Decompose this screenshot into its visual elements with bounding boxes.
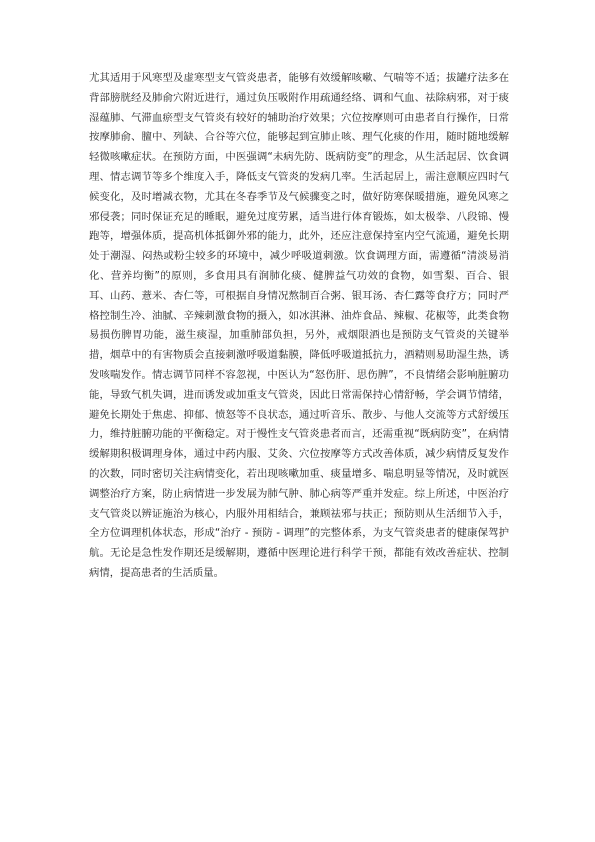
body-paragraph: 尤其适用于风寒型及虚寒型支气管炎患者，能够有效缓解咳嗽、气喘等不适；拔罐疗法多在背部膀胱经及肺俞穴附近进行，通过负压吸附作用疏通经络、调和气血、祛除病邪，对于痰湿蕴肺、气滞血瘀型支气管炎有较好的辅助治疗效果；穴位按摩则可由患者自行操作，日常按摩肺俞、膻中、列缺、合谷等穴位，能够起到宣肺止咳、理气化痰的作用，随时随地缓解轻微咳嗽症状。在预防方面，中医强调“未病先防、既病防变”的理念，从生活起居、饮食调理、情志调节等多个维度入手，降低支气管炎的发病几率。生活起居上，需注意顺应四时气候变化，及时增减衣物，尤其在冬春季节及气候骤变之时，做好防寒保暖措施，避免风寒之邪侵袭；同时保证充足的睡眠，避免过度劳累，适当进行体育锻炼，如太极拳、八段锦、慢跑等，增强体质，提高机体抵御外邪的能力，此外，还应注意保持室内空气流通，避免长期处于潮湿、闷热或粉尘较多的环境中，减少呼吸道刺激。饮食调理方面，需遵循“清淡易消化、营养均衡”的原则，多食用具有润肺化痰、健脾益气功效的食物，如雪梨、百合、银耳、山药、薏米、杏仁等，可根据自身情况熬制百合粥、银耳汤、杏仁露等食疗方；同时严格控制生冷、油腻、辛辣刺激食物的摄入，如冰淇淋、油炸食品、辣椒、花椒等，此类食物易损伤脾胃功能，滋生痰湿，加重肺部负担，另外，戒烟限酒也是预防支气管炎的关键举措，烟草中的有害物质会直接刺激呼吸道黏膜，降低呼吸道抵抗力，酒精则易助湿生热，诱发咳喘发作。情志调节同样不容忽视，中医认为“怒伤肝、思伤脾”，不良情绪会影响脏腑功能，导致气机失调，进而诱发或加重支气管炎，因此日常需保持心情舒畅，学会调节情绪，避免长期处于焦虑、抑郁、愤怒等不良状态，通过听音乐、散步、与他人交流等方式舒缓压力，维持脏腑功能的平衡稳定。对于慢性支气管炎患者而言，还需重视“既病防变”，在病情缓解期积极调理身体，通过中药内服、艾灸、穴位按摩等方式改善体质，减少病情反复发作的次数，同时密切关注病情变化，若出现咳嗽加重、痰量增多、喘息明显等情况，及时就医调整治疗方案，防止病情进一步发展为肺气肿、肺心病等严重并发症。综上所述，中医治疗支气管炎以辨证施治为核心，内服外用相结合，兼顾祛邪与扶正；预防则从生活细节入手，全方位调理机体状态，形成“治疗 - 预防 - 调理”的完整体系，为支气管炎患者的健康保驾护航。无论是急性发作期还是缓解期，遵循中医理论进行科学干预，都能有效改善症状、控制病情，提高患者的生活质量。 xyxy=(89,72,509,579)
